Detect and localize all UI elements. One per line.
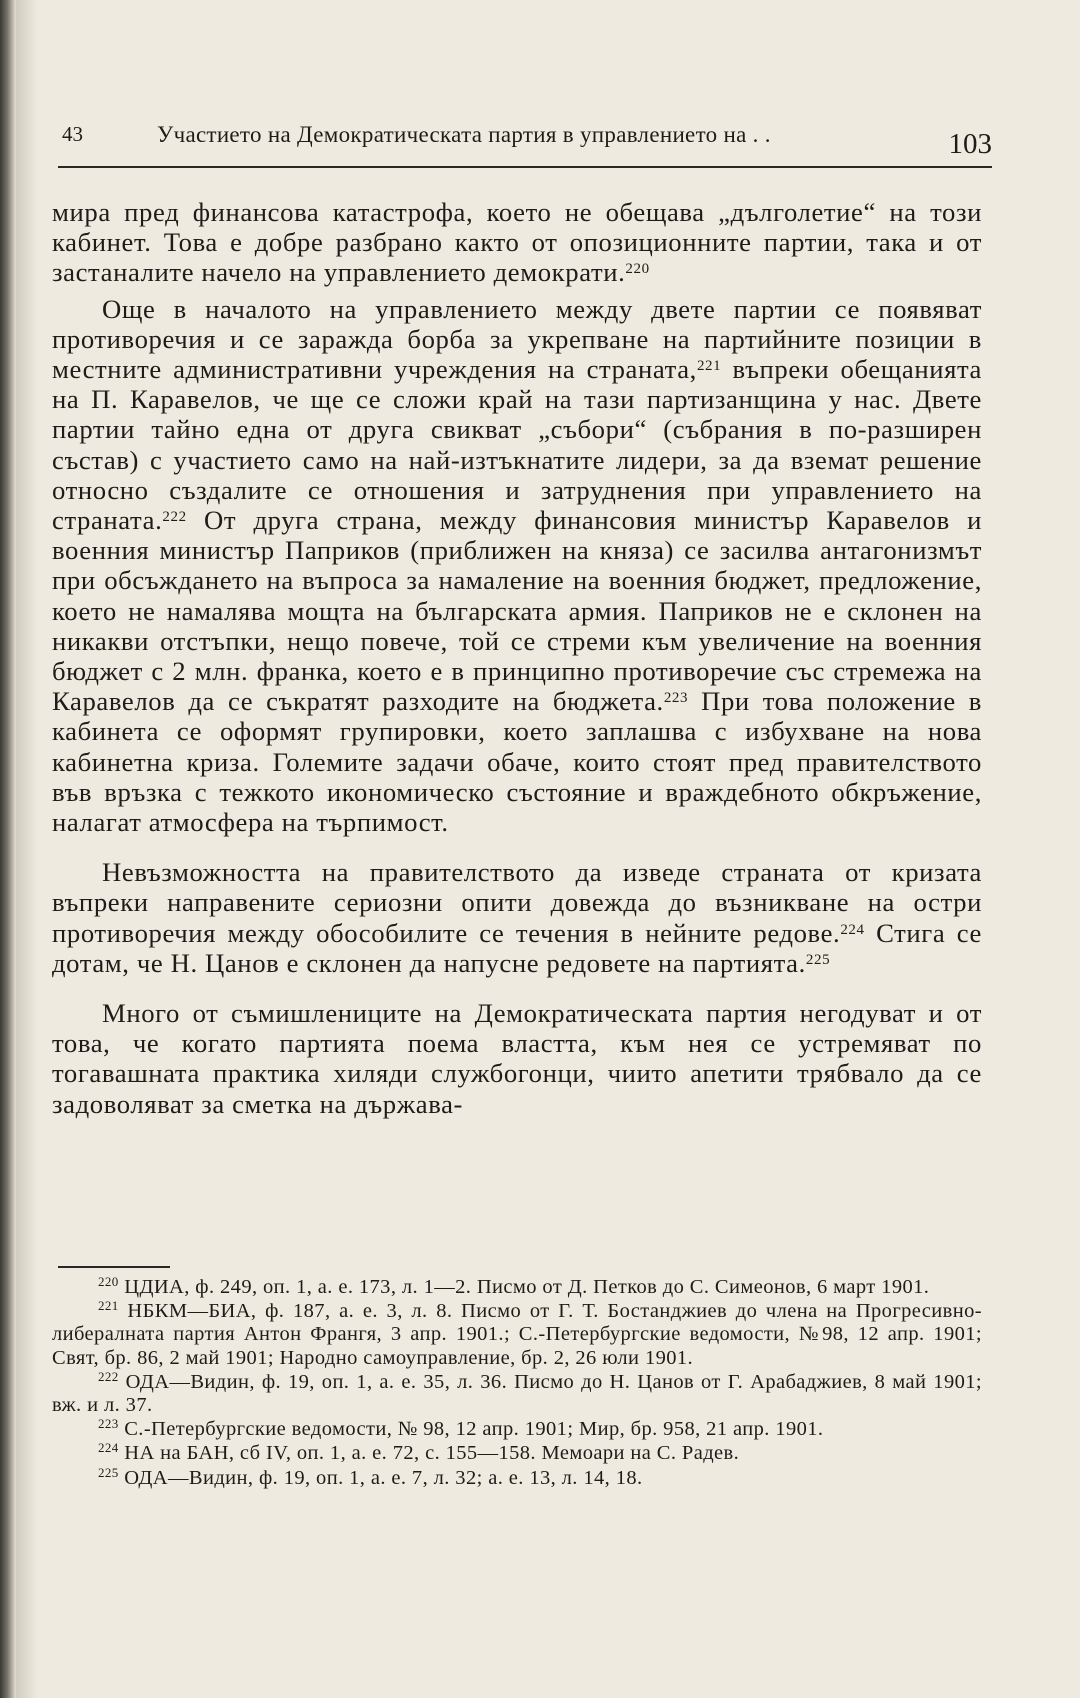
paragraph-2-text-c: От друга страна, между финансовия министър Каравелов и военния министър Паприков (приближен на княза) се засилва антагонизмът при обсъждането на въпроса за намаление на военния бюджет, предложение, което не намалява мощта на българската армия. Паприков не е склонен на никакви отстъпки, нещо повече, той се стреми към увеличение на военния бюджет с 2 млн. франка, което е в принципно противоречие със стремежа на Каравелов да се съкратят разходите на бюджета. (52, 505, 982, 717)
paragraph-4 (52, 998, 982, 1119)
paragraph-2-text-d: При това положение в кабинета се оформят групировки, което заплашва с избухване на нова кабинетна криза. Големите задачи обаче, които стоят пред правителството във връзка с тежкото икономическо състояние и враждебното обкръжение, налагат атмосфера на търпимост. (52, 686, 982, 838)
footnote-ref-223: 223 (663, 690, 689, 706)
footnote-number: 221 (98, 1298, 119, 1314)
paragraph-2-text-a: Още в началото на управлението между двете партии се появяват противоречия и се заражда борба за укрепване на партийните позиции в местните административни учреждения на страната, (52, 293, 982, 385)
running-header (58, 116, 992, 168)
footnote-text: ОДА—Видин, ф. 19, оп. 1, а. е. 35, л. 36. Писмо до Н. Цанов от Г. Арабаджиев, 8 май 1901; вж. и л. 37. (52, 1370, 982, 1417)
footnote-text: ОДА—Видин, ф. 19, оп. 1, а. е. 7, л. 32; а. е. 13, л. 14, 18. (124, 1466, 643, 1489)
footnote-ref-222: 222 (162, 508, 187, 525)
footnote-text: НА на БАН, сб IV, оп. 1, а. е. 72, с. 155—158. Мемоари на С. Радев. (124, 1442, 740, 1465)
footnote-223 (52, 1418, 982, 1441)
paragraph-3-text-b: Стига се дотам, че Н. Цанов е склонен да напусне редовете на партията. (52, 917, 982, 978)
paragraph-2 (52, 294, 982, 838)
footnote-224 (52, 1442, 982, 1465)
running-title: Участието на Демократическата партия в управлението на . . (157, 122, 771, 147)
paragraph-4-text: Много от съмишлениците на Демократическата партия негодуват и от това, че когато партията поема властта, към нея се устремяват по тогавашната практика хиляди службогонци, чиито апетити трябвало да се задоволяват за сметка на държава- (52, 998, 982, 1119)
paragraph-3 (52, 857, 982, 978)
footnote-ref-225: 225 (805, 951, 831, 968)
footnote-220 (52, 1273, 982, 1299)
footnote-ref-224: 224 (840, 921, 865, 938)
footnote-text: С.-Петербургские ведомости, № 98, 12 апр. 1901; Мир, бр. 958, 21 апр. 1901. (124, 1418, 824, 1441)
footnote-number: 223 (98, 1416, 119, 1432)
footnote-text: ЦДИА, ф. 249, оп. 1, а. е. 173, л. 1—2. Писмо от Д. Петков до С. Симеонов, 6 март 1901. (124, 1276, 930, 1298)
footnotes (52, 1273, 982, 1491)
main-text (52, 197, 982, 1139)
footnote-ref-220: 220 (625, 261, 650, 278)
footnote-text: НБКМ—БИА, ф. 187, а. е. 3, л. 8. Писмо от Г. Т. Бостанджиев до члена на Прогресивно-либералната партия Антон Франгя, 3 апр. 1901.; С.-Петербургские ведомости, №98, 12 апр. 1901; Свят, бр. 86, 2 май 1901; Народно самоуправление, бр. 2, 26 юли 1901. (52, 1300, 982, 1369)
footnote-225 (52, 1464, 982, 1490)
paragraph-3-text-a: Невъзможността на правителството да изведе страната от кризата въпреки направените сериозни опити довежда до възникване на остри противоречия между обособилите се течения в нейните редове. (52, 857, 982, 948)
header-left-number: 43 (62, 122, 83, 146)
paragraph-2-text-b: въпреки обещанията на П. Каравелов, че ще се сложи край на тази партизанщина у нас. Двете партии тайно една от друга свикват „събори“ (събрания в по-разширен състав) с участието само на най-изтъкнатите лидери, за да вземат решение относно създалите се отношения и затруднения при управлението на страната. (52, 354, 982, 536)
page-number: 103 (948, 128, 992, 160)
footnote-number: 220 (98, 1273, 119, 1289)
footnote-ref-221: 221 (696, 357, 722, 374)
footnote-number: 224 (98, 1440, 119, 1456)
paragraph-1 (52, 197, 982, 288)
footnote-222 (52, 1368, 982, 1417)
footnote-221 (52, 1300, 982, 1370)
footnote-number: 225 (98, 1464, 119, 1480)
footnote-number: 222 (98, 1368, 119, 1384)
paragraph-1-text: мира пред финансова катастрофа, което не обещава „дълголетие“ на този кабинет. Това е добре разбрано както от опозиционните партии, така и от застаналите начело на управлението демократи. (52, 197, 982, 288)
footnote-separator (58, 1266, 170, 1268)
